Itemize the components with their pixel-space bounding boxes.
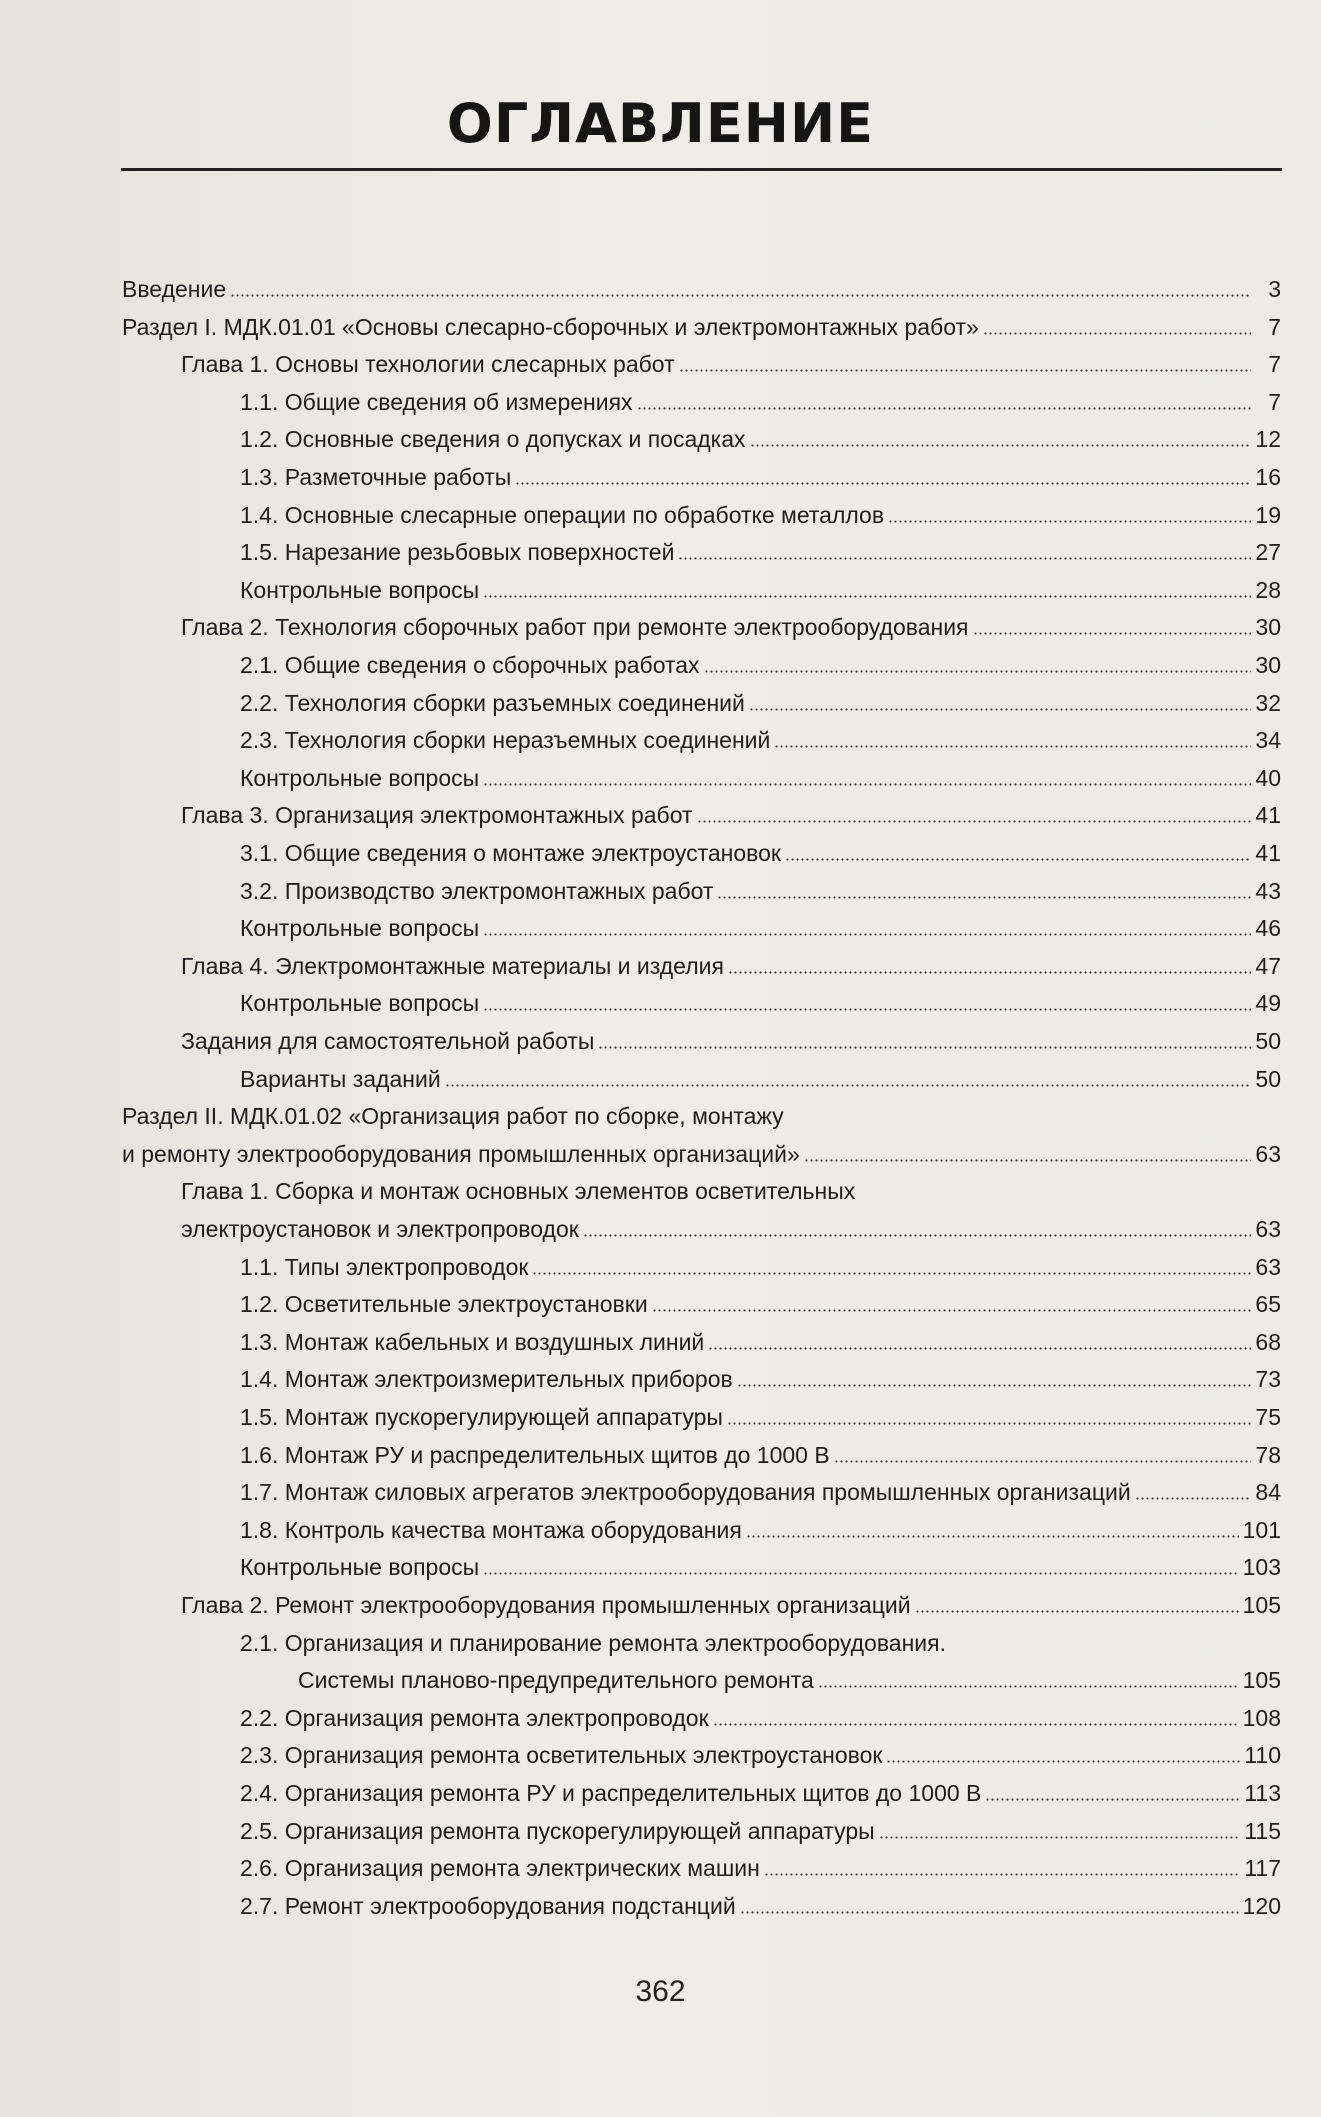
toc-entry-page: 43: [1255, 878, 1281, 904]
dot-leader: [915, 1610, 1239, 1613]
dot-leader: [717, 896, 1251, 899]
toc-entry: [240, 1810, 1281, 1846]
dot-leader: [678, 557, 1251, 560]
toc-entry-title: Варианты заданий: [240, 1066, 441, 1092]
toc-entry: [240, 1697, 1281, 1733]
dot-leader: [515, 482, 1251, 485]
toc-entry-page: 108: [1242, 1705, 1281, 1731]
toc-entry: [122, 1095, 784, 1131]
toc-entry-title: 2.5. Организация ремонта пускорегулирующей аппаратуры: [240, 1818, 875, 1844]
dot-leader: [879, 1836, 1241, 1839]
toc-entry: [122, 306, 1281, 342]
toc-entry-title: 1.5. Нарезание резьбовых поверхностей: [240, 539, 675, 565]
toc-entry: [240, 456, 1281, 492]
toc-entry: [240, 757, 1281, 793]
dot-leader: [985, 1798, 1240, 1801]
toc-entry: [181, 794, 1281, 830]
toc-entry-page: 30: [1255, 652, 1281, 678]
dot-leader: [983, 332, 1251, 335]
title-underline: [121, 168, 1282, 171]
toc-entry: [240, 1321, 1281, 1357]
toc-entry-page: 63: [1255, 1141, 1281, 1167]
toc-entry: [240, 870, 1281, 906]
dot-leader: [785, 858, 1251, 861]
dot-leader: [652, 1309, 1251, 1312]
toc-entry-title: Глава 3. Организация электромонтажных работ: [181, 802, 693, 828]
toc-entry-title: Задания для самостоятельной работы: [181, 1028, 595, 1054]
dot-leader: [818, 1685, 1239, 1688]
toc-entry-title: Глава 2. Ремонт электрооборудования промышленных организаций: [181, 1592, 911, 1618]
toc-entry-title: Глава 4. Электромонтажные материалы и изделия: [181, 953, 724, 979]
toc-entry: [240, 907, 1281, 943]
toc-entry-page: 49: [1255, 990, 1281, 1016]
toc-entry-page: 46: [1255, 915, 1281, 941]
toc-entry-page: 19: [1255, 502, 1281, 528]
toc-entry-page: 65: [1255, 1291, 1281, 1317]
toc-entry: [240, 1358, 1281, 1394]
toc-entry-title: 2.2. Технология сборки разъемных соединений: [240, 690, 745, 716]
toc-entry-title: 2.4. Организация ремонта РУ и распределительных щитов до 1000 В: [240, 1780, 982, 1806]
dot-leader: [704, 670, 1251, 673]
toc-entry: [240, 1847, 1281, 1883]
toc-entry-page: 16: [1255, 464, 1281, 490]
toc-entry-title: 1.3. Монтаж кабельных и воздушных линий: [240, 1329, 705, 1355]
toc-entry-page: 7: [1268, 389, 1281, 415]
dot-leader: [774, 745, 1251, 748]
toc-entry-title: электроустановок и электропроводок: [181, 1216, 579, 1242]
toc-entry: [240, 682, 1281, 718]
toc-entry-title: 2.1. Общие сведения о сборочных работах: [240, 652, 700, 678]
toc-entry: [240, 1885, 1281, 1921]
dot-leader: [445, 1084, 1251, 1087]
toc-entry: [240, 1546, 1281, 1582]
toc-entry-page: 63: [1255, 1254, 1281, 1280]
toc-entry-page: 41: [1255, 802, 1281, 828]
dot-leader: [746, 1535, 1239, 1538]
toc-entry-title: Контрольные вопросы: [240, 577, 480, 603]
dot-leader: [888, 520, 1251, 523]
toc-entry-page: 7: [1268, 351, 1281, 377]
page-number: 362: [635, 1975, 686, 2008]
toc-entry-title: 1.8. Контроль качества монтажа оборудования: [240, 1517, 742, 1543]
toc-entry-page: 47: [1255, 953, 1281, 979]
dot-leader: [230, 294, 1251, 297]
dot-leader: [483, 933, 1251, 936]
dot-leader: [713, 1723, 1239, 1726]
toc-entry-title: Глава 1. Сборка и монтаж основных элементов осветительных: [181, 1178, 856, 1204]
toc-entry-title: 1.5. Монтаж пускорегулирующей аппаратуры: [240, 1404, 723, 1430]
toc-entry-page: 73: [1255, 1366, 1281, 1392]
toc-entry: [240, 1246, 1281, 1282]
toc-entry: [181, 1584, 1281, 1620]
toc-entry-title: 2.1. Организация и планирование ремонта электрооборудования.: [240, 1630, 946, 1656]
toc-entry-page: 32: [1255, 690, 1281, 716]
toc-entry-title: Глава 1. Основы технологии слесарных работ: [181, 351, 675, 377]
dot-leader: [483, 783, 1251, 786]
toc-entry-title: 3.1. Общие сведения о монтаже электроустановок: [240, 840, 781, 866]
toc-entry: [240, 381, 1281, 417]
toc-entry-page: 105: [1242, 1667, 1281, 1693]
toc-entry-page: 27: [1255, 539, 1281, 565]
toc-entry-page: 75: [1255, 1404, 1281, 1430]
toc-entry-title: 2.7. Ремонт электрооборудования подстанций: [240, 1893, 736, 1919]
toc-entry-page: 105: [1242, 1592, 1281, 1618]
toc-entry-title: 2.6. Организация ремонта электрических машин: [240, 1855, 760, 1881]
dot-leader: [749, 708, 1251, 711]
toc-entry-title: Глава 2. Технология сборочных работ при ремонте электрооборудования: [181, 614, 969, 640]
toc-entry-title: 1.1. Общие сведения об измерениях: [240, 389, 633, 415]
toc-entry-page: 7: [1268, 314, 1281, 340]
dot-leader: [1135, 1497, 1251, 1500]
toc-entry-page: 28: [1255, 577, 1281, 603]
toc-entry-title: 1.6. Монтаж РУ и распределительных щитов до 1000 В: [240, 1442, 830, 1468]
toc-entry-title: Раздел II. МДК.01.02 «Организация работ по сборке, монтажу: [122, 1103, 784, 1129]
dot-leader: [679, 369, 1251, 372]
toc-entry-page: 12: [1255, 426, 1281, 452]
toc-entry: [240, 418, 1281, 454]
toc-entry-page: 78: [1255, 1442, 1281, 1468]
toc-entry: [240, 1058, 1281, 1094]
toc-entry: [240, 494, 1281, 530]
toc-entry-page: 41: [1255, 840, 1281, 866]
dot-leader: [583, 1234, 1251, 1237]
toc-entry-title: и ремонту электрооборудования промышленных организаций»: [122, 1141, 800, 1167]
toc-entry: [240, 719, 1281, 755]
toc-entry: [181, 1170, 855, 1206]
toc-entry: [240, 1622, 946, 1658]
dot-leader: [834, 1460, 1251, 1463]
dot-leader: [727, 1422, 1251, 1425]
toc-entry: [240, 1434, 1281, 1470]
toc-entry: [240, 1396, 1281, 1432]
toc-entry-page: 30: [1255, 614, 1281, 640]
dot-leader: [764, 1873, 1241, 1876]
toc-entry-title: 1.7. Монтаж силовых агрегатов электрооборудования промышленных организаций: [240, 1479, 1131, 1505]
toc-entry: [181, 945, 1281, 981]
toc-entry-page: 50: [1255, 1066, 1281, 1092]
toc-entry-title: Контрольные вопросы: [240, 1554, 480, 1580]
toc-entry: [240, 531, 1281, 567]
toc-entry-title: Контрольные вопросы: [240, 990, 480, 1016]
dot-leader: [483, 1572, 1238, 1575]
dot-leader: [750, 444, 1251, 447]
toc-entry-page: 117: [1244, 1855, 1281, 1881]
toc-entry: [181, 343, 1281, 379]
toc-entry: [122, 268, 1281, 304]
toc-entry-page: 63: [1255, 1216, 1281, 1242]
toc-entry-title: 1.2. Основные сведения о допусках и посадках: [240, 426, 746, 452]
toc-entry-title: 1.1. Типы электропроводок: [240, 1254, 529, 1280]
toc-entry-page: 34: [1255, 727, 1281, 753]
toc-entry-page: 110: [1244, 1742, 1281, 1768]
toc-entry: [240, 1471, 1281, 1507]
toc-entry-title: 1.3. Разметочные работы: [240, 464, 512, 490]
dot-leader: [483, 595, 1251, 598]
toc-entry-page: 103: [1242, 1554, 1281, 1580]
toc-entry: [240, 1509, 1281, 1545]
toc-entry-title: 2.3. Технология сборки неразъемных соединений: [240, 727, 771, 753]
toc-entry: [181, 606, 1281, 642]
toc-entry-title: 2.2. Организация ремонта электропроводок: [240, 1705, 709, 1731]
toc-entry-page: 40: [1255, 765, 1281, 791]
toc-entry-title: Раздел I. МДК.01.01 «Основы слесарно-сборочных и электромонтажных работ»: [122, 314, 979, 340]
toc-entry: [240, 644, 1281, 680]
toc-entry: [298, 1659, 1281, 1695]
dot-leader: [697, 820, 1251, 823]
toc-entry-page: 115: [1244, 1818, 1281, 1844]
toc-entry-page: 84: [1255, 1479, 1281, 1505]
toc-entry-title: Контрольные вопросы: [240, 915, 480, 941]
toc-entry-page: 3: [1268, 276, 1281, 302]
toc-entry-page: 50: [1255, 1028, 1281, 1054]
dot-leader: [886, 1760, 1240, 1763]
dot-leader: [737, 1384, 1251, 1387]
toc-entry: [240, 1734, 1281, 1770]
toc-entry-page: 68: [1255, 1329, 1281, 1355]
toc-entry: [181, 1208, 1281, 1244]
dot-leader: [804, 1159, 1251, 1162]
toc-entry: [240, 1772, 1281, 1808]
dot-leader: [483, 1008, 1251, 1011]
toc-entry-title: 1.4. Основные слесарные операции по обработке металлов: [240, 502, 885, 528]
toc-entry-page: 113: [1244, 1780, 1281, 1806]
dot-leader: [598, 1046, 1251, 1049]
toc-entry-title: 2.3. Организация ремонта осветительных электроустановок: [240, 1742, 883, 1768]
toc-entry-title: Системы планово-предупредительного ремонта: [298, 1667, 814, 1693]
toc-entry-title: 1.4. Монтаж электроизмерительных приборов: [240, 1366, 733, 1392]
toc-entry: [240, 982, 1281, 1018]
dot-leader: [637, 407, 1251, 410]
dot-leader: [728, 971, 1251, 974]
toc-entry-title: 1.2. Осветительные электроустановки: [240, 1291, 648, 1317]
toc-entry: [240, 569, 1281, 605]
dot-leader: [708, 1347, 1251, 1350]
toc-entry: [240, 1283, 1281, 1319]
toc-entry-title: 3.2. Производство электромонтажных работ: [240, 878, 714, 904]
page-title: ОГЛАВЛЕНИЕ: [446, 92, 875, 155]
dot-leader: [973, 632, 1252, 635]
toc-entry-title: Контрольные вопросы: [240, 765, 480, 791]
toc-entry-page: 120: [1242, 1893, 1281, 1919]
toc-entry: [240, 832, 1281, 868]
dot-leader: [532, 1272, 1251, 1275]
toc-entry: [122, 1133, 1281, 1169]
toc-entry-page: 101: [1242, 1517, 1281, 1543]
dot-leader: [740, 1911, 1239, 1914]
toc-entry: [181, 1020, 1281, 1056]
toc-entry-title: Введение: [122, 276, 227, 302]
